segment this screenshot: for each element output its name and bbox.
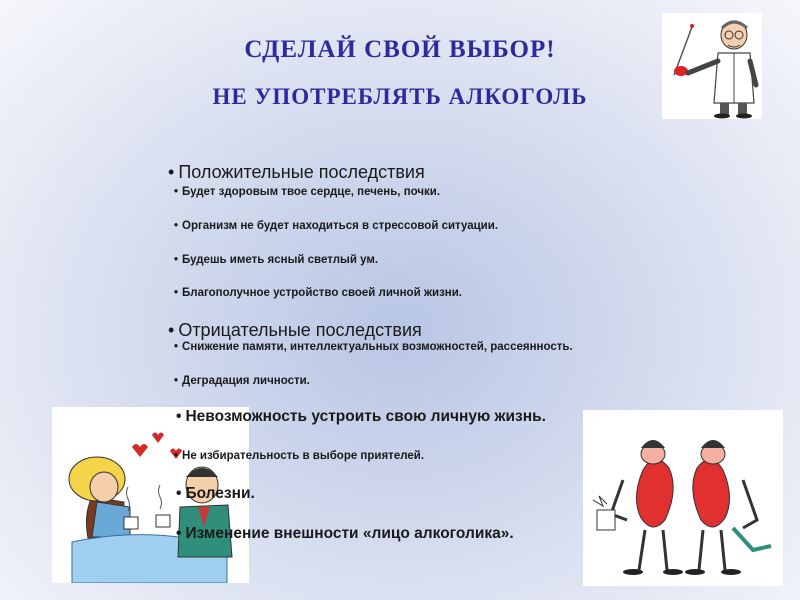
- bullet: •: [176, 525, 182, 542]
- list-item: • Изменение внешности «лицо алкоголика».: [176, 525, 514, 542]
- list-item: • Деградация личности.: [174, 375, 310, 387]
- bullet: •: [174, 186, 179, 198]
- slide-title: СДЕЛАЙ СВОЙ ВЫБОР!: [244, 36, 556, 63]
- slide-subtitle: НЕ УПОТРЕБЛЯТЬ АЛКОГОЛЬ: [212, 84, 588, 109]
- list-item: • Не избирательность в выборе приятелей.: [174, 450, 425, 462]
- bullet: •: [176, 485, 182, 502]
- drunk-men-illustration: [583, 410, 783, 586]
- list-item: • Снижение памяти, интеллектуальных возможностей, рассеянность.: [174, 341, 573, 353]
- bullet: •: [174, 287, 179, 299]
- list-item: • Будешь иметь ясный светлый ум.: [174, 254, 379, 266]
- bullet: •: [174, 375, 179, 387]
- list-item: • Болезни.: [176, 485, 255, 502]
- positive-heading: • Положительные последствия: [168, 162, 425, 182]
- bullet: •: [174, 341, 179, 353]
- doctor-illustration: [662, 13, 762, 119]
- list-item: • Организм не будет находиться в стрессовой ситуации.: [174, 220, 499, 232]
- bullet: •: [168, 320, 175, 340]
- list-item: • Благополучное устройство своей личной жизни.: [174, 287, 462, 299]
- list-item: • Невозможность устроить свою личную жизнь.: [176, 408, 546, 425]
- bullet: •: [168, 162, 175, 182]
- bullet: •: [176, 408, 182, 425]
- bullet: •: [174, 450, 179, 462]
- bullet: •: [174, 220, 179, 232]
- negative-heading: • Отрицательные последствия: [168, 320, 422, 340]
- bullet: •: [174, 254, 179, 266]
- list-item: • Будет здоровым твое сердце, печень, почки.: [174, 186, 441, 198]
